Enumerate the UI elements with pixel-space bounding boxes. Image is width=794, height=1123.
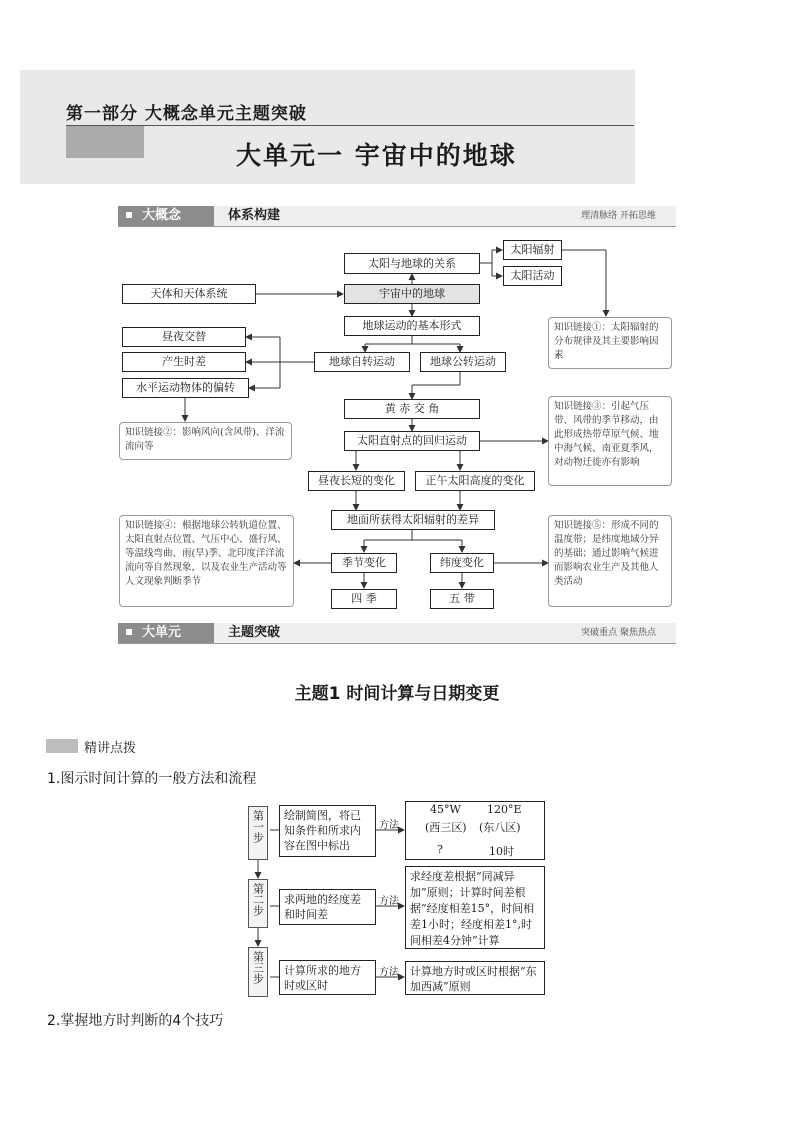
flow-result-step3: 计算地方时或区时根据“东加西减”原则 xyxy=(405,961,545,995)
section-bar-unit xyxy=(118,623,676,644)
box-day-length-change: 昼夜长短的变化 xyxy=(308,471,405,491)
unknown-time: ? xyxy=(437,843,443,856)
box-solar-radiation: 太阳辐射 xyxy=(503,240,562,260)
section-tag-label: 大概念 xyxy=(142,208,182,223)
heading-1: 1.图示时间计算的一般方法和流程 xyxy=(47,771,257,787)
box-seasonal-change: 季节变化 xyxy=(331,553,397,573)
part-title: 第一部分 大概念单元主题突破 xyxy=(66,104,307,124)
box-four-seasons: 四 季 xyxy=(331,589,397,609)
zone-west: (西三区) xyxy=(425,821,467,834)
section-tag-label: 大单元 xyxy=(142,625,182,640)
step-1 xyxy=(248,806,268,860)
box-earth-motion-forms: 地球运动的基本形式 xyxy=(344,316,480,336)
step-2 xyxy=(248,879,268,928)
box-latitudinal-change: 纬度变化 xyxy=(430,553,494,573)
box-solar-activity: 太阳活动 xyxy=(503,266,562,286)
square-icon xyxy=(126,629,132,635)
box-earth-revolution: 地球公转运动 xyxy=(420,352,506,372)
section-tag xyxy=(118,623,214,643)
longitude-east: 120°E xyxy=(487,803,522,816)
box-deflection: 水平运动物体的偏转 xyxy=(122,378,249,398)
box-five-zones: 五 带 xyxy=(430,589,494,609)
section-topic: 主题突破 xyxy=(228,625,281,640)
known-time: 10时 xyxy=(489,845,514,858)
method-label: 方法 xyxy=(379,967,399,978)
flow-box-step1: 绘制简图，将已知条件和所求内容在图中标出 xyxy=(279,805,376,857)
note-link-3: 知识链接③：引起气压带、风带的季节移动，由此形成热带草原气候、地中海气候、南亚夏季风，对动物迁徙亦有影响 xyxy=(548,396,672,486)
box-subsolar-migration: 太阳直射点的回归运动 xyxy=(344,431,480,451)
step-3 xyxy=(248,947,268,997)
section-topic: 体系构建 xyxy=(228,208,281,223)
topic-title: 主题1 时间计算与日期变更 xyxy=(294,684,500,704)
step-label: 第一步 xyxy=(251,810,265,843)
box-obliquity: 黄 赤 交 角 xyxy=(344,399,480,419)
note-link-4: 知识链接④：根据地球公转轨道位置、太阳直射点位置、气压中心、盛行风、等温线弯曲、雨(旱)季、北印度洋洋流流向等自然现象，以及农业生产活动等人文现象判断季节 xyxy=(119,515,294,607)
flow-box-step3: 计算所求的地方时或区时 xyxy=(279,960,376,995)
section-hint: 理清脉络 开拓思维 xyxy=(581,211,656,221)
box-noon-altitude-change: 正午太阳高度的变化 xyxy=(415,471,535,491)
flow-box-step2: 求两地的经度差和时间差 xyxy=(279,889,376,925)
note-link-2: 知识链接②：影响风向(含风带)、洋流流向等 xyxy=(119,422,292,460)
box-time-difference: 产生时差 xyxy=(122,352,246,372)
box-earth-in-universe: 宇宙中的地球 xyxy=(344,284,480,304)
flow-result-step2: 求经度差根据“同减异加”原则；计算时间差根据“经度相差15°，时间相差1小时；经度相差1°,时间相差4分钟”计算 xyxy=(405,866,545,949)
section-hint: 突破重点 聚焦热点 xyxy=(581,628,656,638)
box-sun-earth-relation: 太阳与地球的关系 xyxy=(344,253,480,274)
box-celestial-systems: 天体和天体系统 xyxy=(122,284,256,304)
note-link-1: 知识链接①：太阳辐射的分布规律及其主要影响因素 xyxy=(548,317,672,369)
step-label: 第三步 xyxy=(251,951,265,984)
method-label: 方法 xyxy=(379,896,399,907)
box-radiation-difference: 地面所获得太阳辐射的差异 xyxy=(331,510,495,530)
method-label: 方法 xyxy=(379,820,399,831)
note-link-5: 知识链接⑤：形成不同的温度带；是纬度地域分异的基础；通过影响气候进而影响农业生产及其他人类活动 xyxy=(548,515,672,607)
unit-title: 大单元一 宇宙中的地球 xyxy=(236,141,517,170)
subsection-label: 精讲点拨 xyxy=(84,741,137,756)
label-block xyxy=(46,739,78,753)
step-label: 第二步 xyxy=(251,883,265,916)
box-earth-rotation: 地球自转运动 xyxy=(314,352,410,372)
heading-2: 2.掌握地方时判断的4个技巧 xyxy=(47,1013,224,1029)
longitude-west: 45°W xyxy=(430,803,461,816)
box-day-night: 昼夜交替 xyxy=(122,327,246,347)
zone-east: (东八区) xyxy=(479,821,521,834)
